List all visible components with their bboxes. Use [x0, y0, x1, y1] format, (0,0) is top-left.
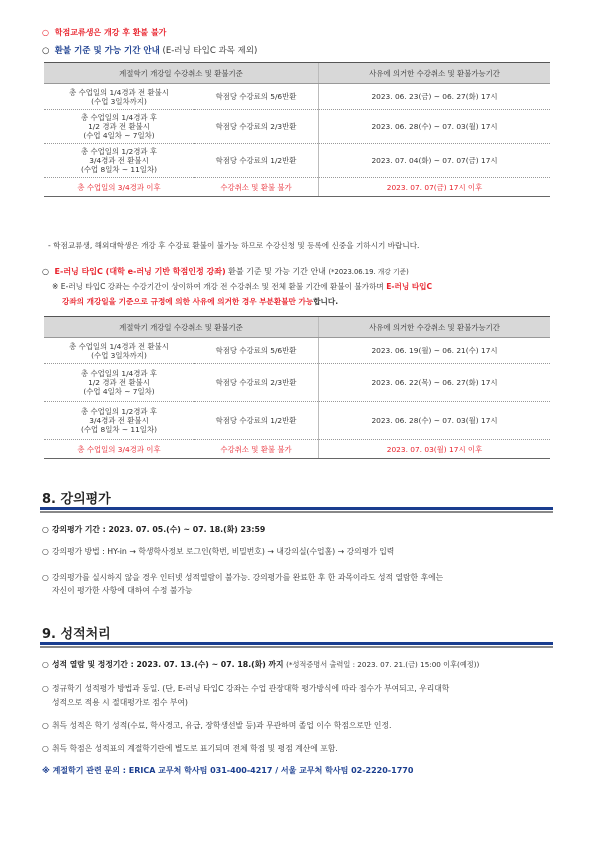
section-9-title: 9. 성적처리 — [42, 627, 111, 642]
elearning-note-line2 — [62, 296, 338, 307]
period-cell: 총 수업일의 1/4경과 전 환불시 (수업 3일차까지) — [44, 338, 194, 364]
dates-cell: 2023. 07. 04(화) ~ 07. 07(금) 17시 — [319, 144, 551, 178]
dates-cell: 2023. 06. 28(수) ~ 07. 03(월) 17시 — [319, 110, 551, 144]
table-header-period: 사유에 의거한 수강취소 및 환불가능기간 — [319, 63, 551, 84]
grade-credit-note: ○ 취득 성적은 학기 성적(수료, 학사경고, 유급, 장학생선발 등)과 무관하며 졸업 이수 학점으로만 인정. — [42, 721, 392, 730]
elearning-refund-table — [44, 316, 550, 459]
bullet: ○ — [42, 721, 49, 730]
table-header-criteria: 계절학기 개강일 수강취소 및 환불기준 — [44, 317, 319, 338]
bullet: ○ — [42, 267, 49, 276]
dates-cell: 2023. 06. 28(수) ~ 07. 03(월) 17시 — [319, 402, 551, 440]
refund-cell: 학점당 수강료의 5/6반환 — [194, 84, 319, 110]
elearning-title: E-러닝 타입C (대학 e-러닝 기반 학점인정 강좌) — [54, 267, 226, 276]
note-text: 합니다. — [313, 297, 339, 306]
elearning-note-line1 — [52, 281, 432, 292]
period-cell: 총 수업일의 1/4경과 전 환불시 (수업 3일차까지) — [44, 84, 194, 110]
refund-table — [44, 62, 550, 197]
elearning-heading — [42, 266, 409, 278]
grade-credit-display: ○ 취득 학점은 성적표의 계절학기란에 별도로 표기되며 전체 학점 및 평점 계산에 포함. — [42, 744, 338, 753]
bullet: ○ — [42, 684, 49, 693]
note-mark: ※ — [52, 282, 59, 291]
period-cell: 총 수업일의 1/4경과 후 1/2 경과 전 환불시 (수업 4일차 ~ 7일차) — [44, 110, 194, 144]
dates-cell: 2023. 06. 19(월) ~ 06. 21(수) 17시 — [319, 338, 551, 364]
grade-period: ○ 성적 열람 및 정정기간 : 2023. 07. 13.(수) ~ 07. 18.(화) 까지 (*성적증명서 출력일 : 2023. 07. 21.(금) 15:00 이후(예정)) — [42, 660, 480, 669]
note-highlight: 강좌의 개강일을 기준으로 규정에 의한 사유에 의거한 경우 부분환불만 가능 — [62, 297, 314, 306]
period-cell: 총 수업일의 1/4경과 후 1/2 경과 전 환불시 (수업 4일차 ~ 7일차) — [44, 364, 194, 402]
table-row — [44, 402, 550, 440]
eval-period: ○ 강의평가 기간 : 2023. 07. 05.(수) ~ 07. 18.(화) 23:59 — [42, 525, 266, 534]
elearning-title-note: (*2023.06.19. 개강 기준) — [328, 268, 409, 276]
grade-method: ○ 정규학기 성적평가 방법과 동일. (단, E-러닝 타입C 강좌는 수업 관장대학 평가방식에 따라 점수가 부여되고, 우리대학 — [42, 684, 450, 693]
period-cell: 총 수업일의 1/2경과 후 3/4경과 전 환불시 (수업 8일차 ~ 11일차) — [44, 402, 194, 440]
note-text: E-러닝 타입C 강좌는 수강기간이 상이하여 개강 전 수강취소 및 전체 환불 기간에 환불이 불가하며 — [60, 282, 384, 291]
bullet: ○ — [42, 28, 49, 37]
table-header-row — [44, 63, 550, 84]
refund-guide-subtitle: (E-러닝 타입C 과목 제외) — [162, 46, 258, 56]
table-row — [44, 364, 550, 402]
eval-warning-cont: 자신이 평가한 사항에 대하여 수정 불가능 — [52, 586, 193, 595]
refund-cell: 학점당 수강료의 1/2반환 — [194, 402, 319, 440]
refund-cell: 학점당 수강료의 1/2반환 — [194, 144, 319, 178]
table-row — [44, 144, 550, 178]
table-header-period: 사유에 의거한 수강취소 및 환불가능기간 — [319, 317, 551, 338]
refund-guide-title: 환불 기준 및 가능 기간 안내 — [54, 46, 160, 56]
footnote: - 학점교류생, 해외대학생은 개강 후 수강료 환불이 불가능 하므로 수강신청 및 등록에 신중을 기하시기 바랍니다. — [48, 241, 420, 250]
contact-info: ※ 계절학기 관련 문의 : ERICA 교무처 학사팀 031-400-4217 / 서울 교무처 학사팀 02-2220-1770 — [42, 766, 414, 775]
refund-cell: 학점당 수강료의 2/3반환 — [194, 364, 319, 402]
refund-cell: 수강취소 및 환불 불가 — [194, 440, 319, 459]
note-highlight: E-러닝 타입C — [386, 282, 433, 291]
refund-cell: 수강취소 및 환불 불가 — [194, 178, 319, 197]
dates-cell: 2023. 06. 22(목) ~ 06. 27(화) 17시 — [319, 364, 551, 402]
grade-method-cont: 성적으로 적용 시 절대평가로 점수 부여) — [52, 698, 188, 707]
transfer-student-note — [42, 27, 166, 38]
period-cell: 총 수업일의 3/4경과 이후 — [44, 178, 194, 197]
bullet: ○ — [42, 46, 50, 56]
elearning-title-rest: 환불 기준 및 가능 기간 안내 — [228, 267, 326, 276]
refund-cell: 학점당 수강료의 2/3반환 — [194, 110, 319, 144]
table-row — [44, 110, 550, 144]
eval-method: ○ 강의평가 방법 : HY-in → 학생학사정보 로그인(학번, 비밀번호) → 내강의실(수업홈) → 강의평가 입력 — [42, 547, 395, 556]
eval-warning: ○ 강의평가를 실시하지 않을 경우 인터넷 성적열람이 불가능. 강의평가를 완료한 후 한 과목이라도 성적 열람한 후에는 — [42, 573, 444, 582]
period-cell: 총 수업일의 1/2경과 후 3/4경과 전 환불시 (수업 8일차 ~ 11일차) — [44, 144, 194, 178]
table-header-criteria: 계절학기 개강일 수강취소 및 환불기준 — [44, 63, 319, 84]
dates-cell: 2023. 07. 03(월) 17시 이후 — [319, 440, 551, 459]
transfer-student-note-text: 학점교류생은 개강 후 환불 불가 — [54, 28, 167, 37]
bullet: ○ — [42, 660, 49, 669]
table-row-last — [44, 440, 550, 459]
refund-guide-heading — [42, 46, 257, 57]
section-8-title: 8. 강의평가 — [42, 492, 111, 507]
dates-cell: 2023. 06. 23(금) ~ 06. 27(화) 17시 — [319, 84, 551, 110]
table-row-last — [44, 178, 550, 197]
period-cell: 총 수업일의 3/4경과 이후 — [44, 440, 194, 459]
table-row — [44, 84, 550, 110]
dates-cell: 2023. 07. 07(금) 17시 이후 — [319, 178, 551, 197]
section-9-rule — [40, 642, 553, 648]
table-row — [44, 338, 550, 364]
bullet: ○ — [42, 547, 49, 556]
bullet: ○ — [42, 573, 49, 582]
table-header-row — [44, 317, 550, 338]
bullet: ○ — [42, 744, 49, 753]
section-8-rule — [40, 507, 553, 513]
refund-cell: 학점당 수강료의 5/6반환 — [194, 338, 319, 364]
bullet: ○ — [42, 525, 49, 534]
